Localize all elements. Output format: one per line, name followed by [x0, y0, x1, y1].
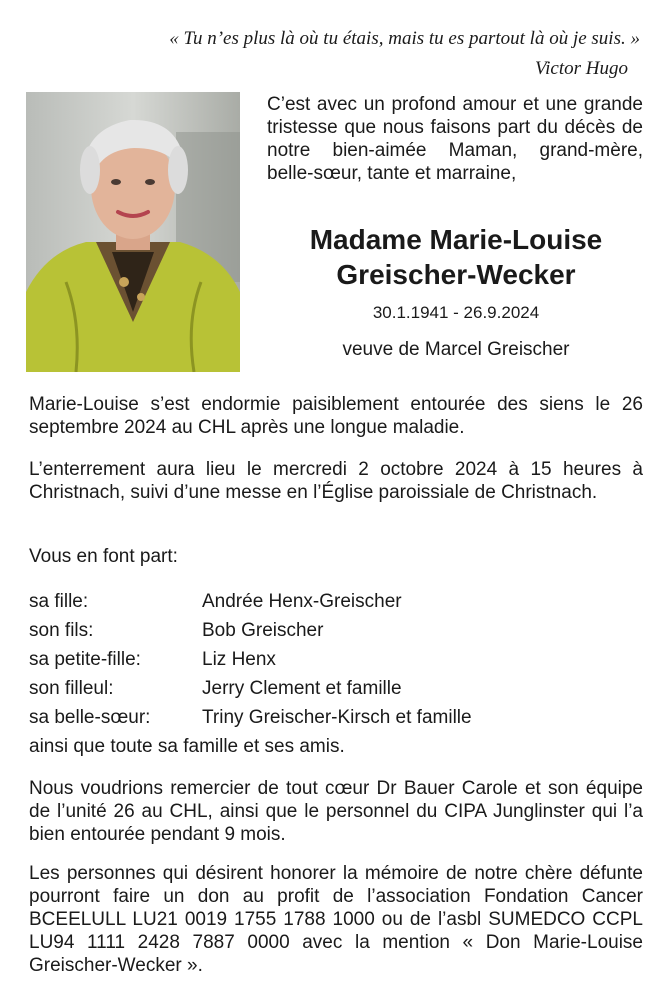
- widow-of: veuve de Marcel Greischer: [342, 339, 570, 360]
- portrait-illustration: [26, 92, 240, 372]
- family-member-name: Bob Greischer: [202, 620, 324, 641]
- thanks-paragraph: Nous voudrions remercier de tout cœur Dr Bauer Carole et son équipe de l’unité 26 au CHL, ainsi que le personnel du CIPA Junglinster qui l’a bien entourée pendant 9 mois.: [29, 778, 643, 845]
- deceased-name: [262, 222, 650, 292]
- passing-paragraph: Marie-Louise s’est endormie paisiblement entourée des siens le 26 septembre 2024 au CHL après une longue maladie.: [29, 394, 643, 438]
- family-member-name: Triny Greischer-Kirsch et famille: [202, 707, 472, 728]
- announce-line: Vous en font part:: [29, 546, 178, 567]
- quote-text: « Tu n’es plus là où tu étais, mais tu es partout là où je suis. »: [169, 28, 640, 49]
- family-relation: sa fille:: [29, 591, 89, 612]
- name-line-2: Greischer-Wecker: [336, 259, 576, 290]
- family-row: [29, 703, 643, 732]
- family-row: [29, 587, 643, 616]
- name-line-1: Madame Marie-Louise: [309, 224, 603, 255]
- family-relation: son filleul:: [29, 678, 114, 699]
- family-row: [29, 674, 643, 703]
- family-member-name: Jerry Clement et famille: [202, 678, 402, 699]
- epigraph-quote: [20, 24, 640, 84]
- family-list: [29, 587, 643, 761]
- quote-author: Victor Hugo: [534, 58, 628, 79]
- family-relation: sa belle-sœur:: [29, 707, 151, 728]
- family-member-name: Andrée Henx-Greischer: [202, 591, 402, 612]
- life-dates: 30.1.1941 - 26.9.2024: [372, 303, 540, 322]
- announcement-intro: C’est avec un profond amour et une grande tristesse que nous faisons part du décès de notre bien-aimée Maman, grand-mère, belle-sœur, tante et marraine,: [267, 94, 643, 184]
- family-closing: ainsi que toute sa famille et ses amis.: [29, 736, 345, 757]
- donation-paragraph: Les personnes qui désirent honorer la mémoire de notre chère défunte pourront faire un don au profit de l’association Fondation Cancer BCEELULL LU21 0019 1755 1788 1000 ou de l’asbl SUMEDCO CCPL LU94 1111 2428 7887 0000 avec la mention « Don Marie-Louise Greischer-Wecker ».: [29, 863, 643, 976]
- family-row: [29, 616, 643, 645]
- family-row: [29, 645, 643, 674]
- family-relation: sa petite-fille:: [29, 649, 141, 670]
- family-relation: son fils:: [29, 620, 94, 641]
- family-member-name: Liz Henx: [202, 649, 276, 670]
- funeral-paragraph: L’enterrement aura lieu le mercredi 2 octobre 2024 à 15 heures à Christnach, suivi d’une messe en l’Église paroissiale de Christnach.: [29, 459, 643, 503]
- portrait-photo: [26, 92, 240, 372]
